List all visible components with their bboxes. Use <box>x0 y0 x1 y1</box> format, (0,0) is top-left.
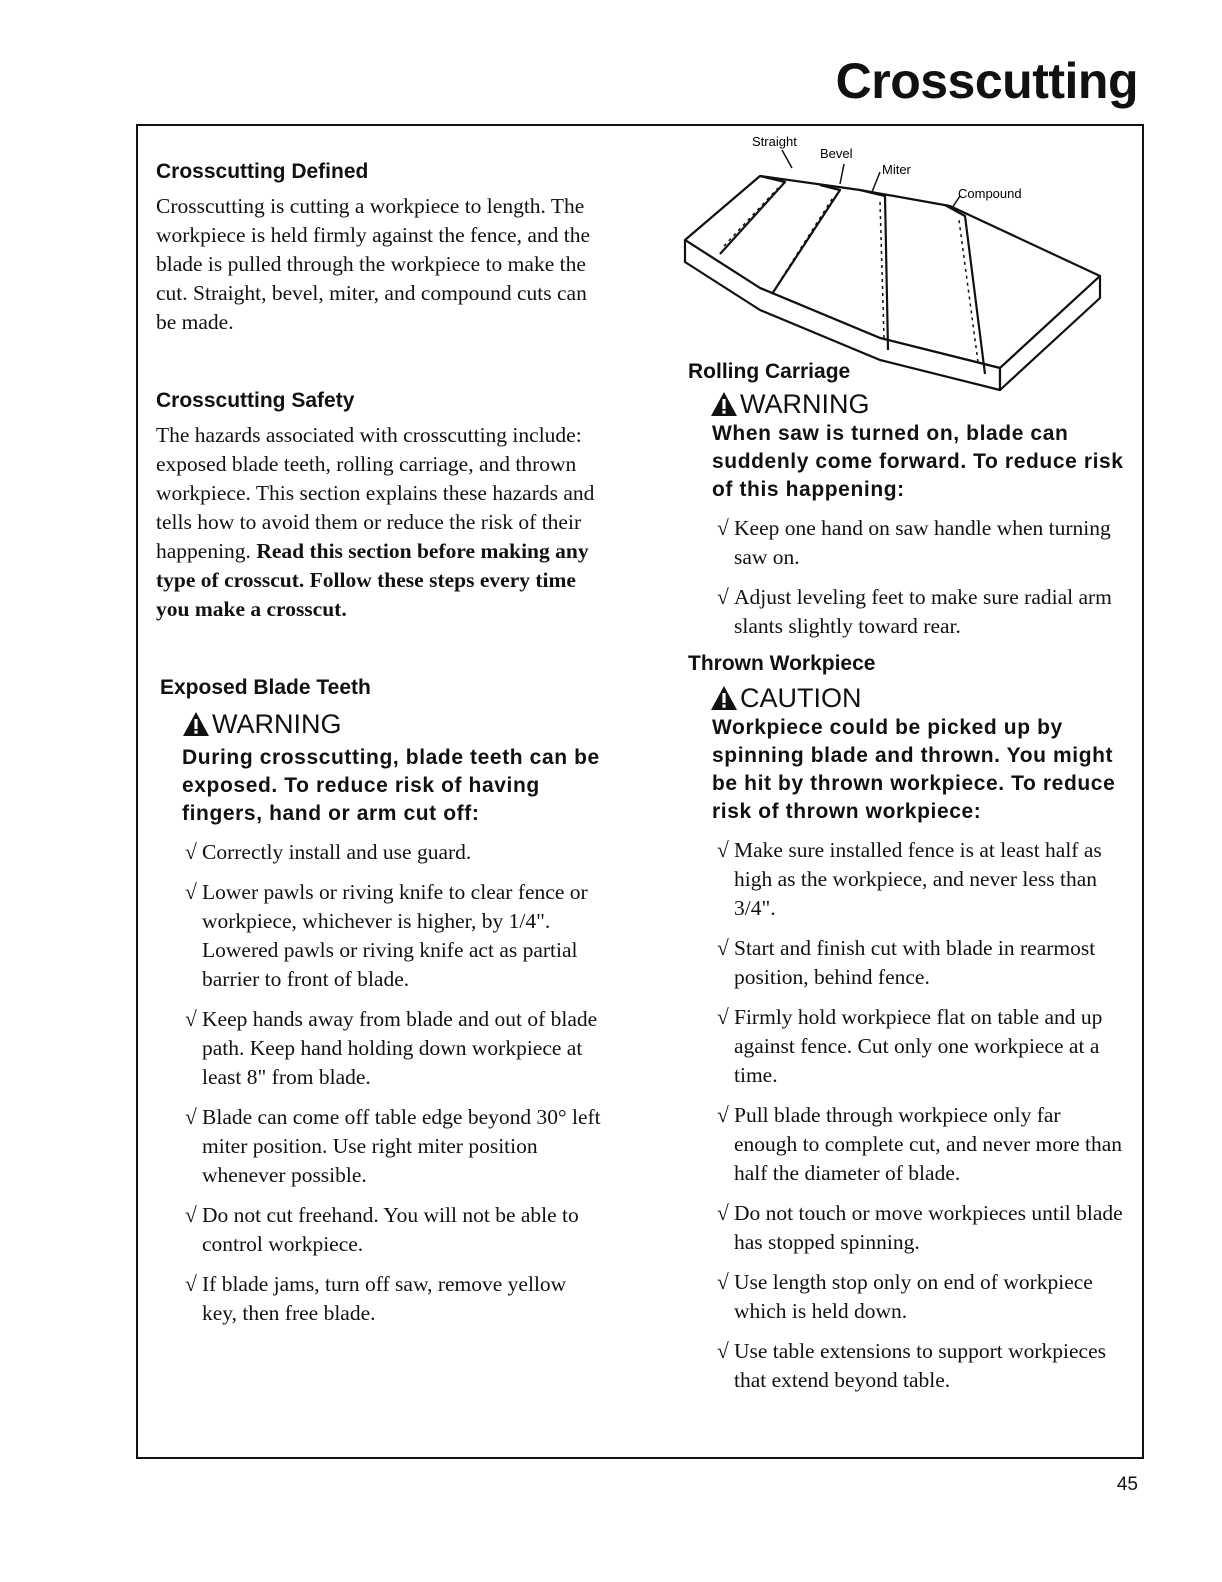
check-icon: √ <box>717 838 729 862</box>
check-icon: √ <box>717 516 729 540</box>
heading-rolling-carriage: Rolling Carriage <box>688 360 851 383</box>
thrown-caution-label-wrap <box>710 682 1128 714</box>
section-exposed-blade-teeth <box>156 676 606 1328</box>
list-item: √ Correctly install and use guard. <box>156 838 606 867</box>
check-icon: √ <box>185 840 197 864</box>
warning-triangle-icon <box>182 711 210 737</box>
check-icon: √ <box>185 1272 197 1296</box>
right-column <box>688 360 1128 1406</box>
section-crosscutting-safety <box>156 389 606 624</box>
warning-triangle-icon <box>710 391 738 417</box>
list-item: √ If blade jams, turn off saw, remove yellow key, then free blade. <box>185 1272 567 1325</box>
safety-text-bold: Read this section before making any type of crosscut. Follow these steps every time you make a crosscut. <box>156 539 589 621</box>
check-icon: √ <box>717 936 729 960</box>
heading-crosscutting-safety: Crosscutting Safety <box>156 389 355 412</box>
thrown-caution-word: CAUTION <box>740 683 862 713</box>
list-item: √ Start and finish cut with blade in rearmost position, behind fence. <box>717 936 1096 989</box>
heading-exposed-blade-teeth: Exposed Blade Teeth <box>160 676 371 699</box>
exposed-checklist <box>156 838 606 1328</box>
diagram-label-bevel: Bevel <box>820 146 853 161</box>
thrown-checklist <box>688 836 1128 1395</box>
exposed-warning-text: During crosscutting, blade teeth can be exposed. To reduce risk of having fingers, hand or arm cut off: <box>182 746 600 825</box>
list-item: √ Do not cut freehand. You will not be able to control workpiece. <box>185 1203 579 1256</box>
list-item: √ Firmly hold workpiece flat on table and up against fence. Cut only one workpiece at a time. <box>717 1005 1103 1087</box>
caution-triangle-icon <box>710 685 738 711</box>
rolling-warning-label <box>710 388 1128 420</box>
section-thrown-workpiece <box>688 652 1128 1395</box>
rolling-warning-text: When saw is turned on, blade can suddenly come forward. To reduce risk of this happening: <box>712 422 1124 501</box>
check-icon: √ <box>717 1201 729 1225</box>
safety-text <box>156 421 606 624</box>
diagram-label-miter: Miter <box>882 162 911 177</box>
list-item: √ Blade can come off table edge beyond 30° left miter position. Use right miter position whenever possible. <box>185 1105 601 1187</box>
check-icon: √ <box>185 1203 197 1227</box>
list-item: √ Lower pawls or riving knife to clear fence or workpiece, whichever is higher, by 1/4". Lowered pawls or riving knife act as partial barrier to front of blade. <box>185 880 588 991</box>
thrown-caution-label <box>710 682 1128 714</box>
list-item: √ Do not touch or move workpieces until blade has stopped spinning. <box>717 1201 1123 1254</box>
check-icon: √ <box>185 880 197 904</box>
list-item: √ Use length stop only on end of workpiece which is held down. <box>717 1270 1093 1323</box>
page-number: 45 <box>1116 1474 1138 1495</box>
list-item: √ Keep one hand on saw handle when turning saw on. <box>717 516 1111 569</box>
section-crosscutting-defined <box>156 160 606 337</box>
check-icon: √ <box>717 1339 729 1363</box>
list-item: √ Pull blade through workpiece only far enough to complete cut, and never more than half the diameter of blade. <box>717 1103 1123 1185</box>
list-item: √ Make sure installed fence is at least half as high as the workpiece, and never less than 3/4". <box>717 838 1102 920</box>
heading-crosscutting-defined: Crosscutting Defined <box>156 160 369 183</box>
exposed-warning-word: WARNING <box>212 709 342 739</box>
rolling-checklist <box>688 514 1128 641</box>
section-rolling-carriage <box>688 360 1128 641</box>
rolling-warning-word: WARNING <box>740 389 870 419</box>
rolling-warning-label-wrap <box>710 388 1128 420</box>
diagram-label-compound: Compound <box>958 186 1022 201</box>
list-item: √ Use table extensions to support workpieces that extend beyond table. <box>717 1339 1106 1392</box>
diagram-label-straight: Straight <box>752 134 797 149</box>
heading-thrown-workpiece: Thrown Workpiece <box>688 652 876 675</box>
check-icon: √ <box>717 1005 729 1029</box>
left-column <box>156 160 606 1339</box>
list-item: √ Keep hands away from blade and out of blade path. Keep hand holding down workpiece at least 8" from blade. <box>185 1007 598 1089</box>
exposed-warning-label <box>182 708 606 740</box>
check-icon: √ <box>717 1270 729 1294</box>
safety-text-regular: The hazards associated with crosscutting include: exposed blade teeth, rolling carriage, and thrown workpiece. This section explains these hazards and tells how to avoid them or reduce the risk of their happening. <box>156 423 595 563</box>
thrown-caution-text: Workpiece could be picked up by spinning blade and thrown. You might be hit by thrown workpiece. To reduce risk of thrown workpiece: <box>712 716 1116 823</box>
check-icon: √ <box>717 585 729 609</box>
exposed-warning-block <box>182 708 606 828</box>
check-icon: √ <box>717 1103 729 1127</box>
list-item: √ Adjust leveling feet to make sure radial arm slants slightly toward rear. <box>717 585 1112 638</box>
page-title: Crosscutting <box>835 53 1138 109</box>
defined-text: Crosscutting is cutting a workpiece to length. The workpiece is held firmly against the fence, and the blade is pulled through the workpiece to make the cut. Straight, bevel, miter, and compound cuts can be made. <box>156 194 591 334</box>
check-icon: √ <box>185 1007 197 1031</box>
check-icon: √ <box>185 1105 197 1129</box>
